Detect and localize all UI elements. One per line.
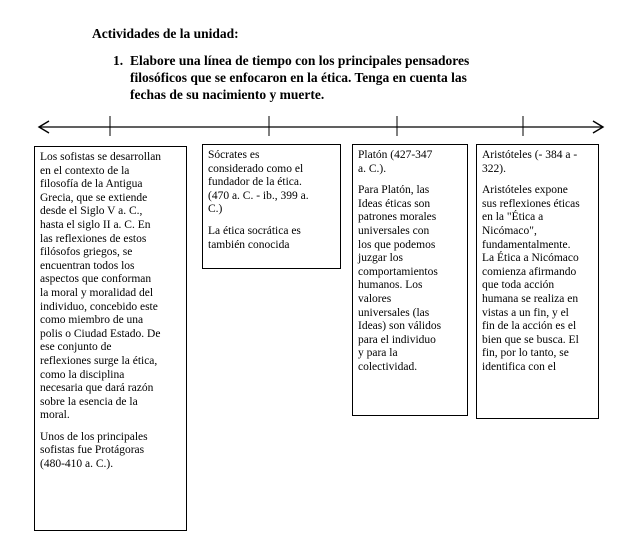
item-line: filosóficos que se enfocaron en la ética. Tenga en cuenta las xyxy=(130,70,467,85)
box-line: los que podemos xyxy=(358,238,436,251)
box-line: (480-410 a. C.). xyxy=(40,458,114,471)
box-line: fin de la acción es el xyxy=(482,320,577,333)
box-paragraph xyxy=(358,184,464,374)
box-line: Ideas) son válidos xyxy=(358,320,442,333)
box-line: Grecia, que se extiende xyxy=(40,191,148,204)
box-paragraph xyxy=(482,184,595,374)
box-line: ese conjunto de xyxy=(40,341,112,354)
box-line: La Ética a Nicómaco xyxy=(482,252,579,265)
box-line: patrones morales xyxy=(358,211,437,224)
box-line: encuentran todos los xyxy=(40,259,135,272)
box-line: individuo, concebido este xyxy=(40,300,158,313)
box-line: juzgar los xyxy=(358,252,404,265)
box-line: colectividad. xyxy=(358,360,418,373)
box-line: necesaria que dará razón xyxy=(40,382,154,395)
platon-box xyxy=(352,144,468,416)
box-line: bien que se busca. El xyxy=(482,333,579,346)
box-line: universales con xyxy=(358,224,430,237)
box-line: fundamentalmente. xyxy=(482,238,571,251)
box-line: vistas a un fin, y el xyxy=(482,306,569,319)
box-line: identifica con el xyxy=(482,360,557,373)
box-line: fundador de la ética. xyxy=(208,176,302,189)
box-line: en el contexto de la xyxy=(40,164,130,177)
box-line: a. C.). xyxy=(358,162,387,175)
box-line: humanos. Los xyxy=(358,279,423,292)
box-paragraph xyxy=(208,225,337,252)
box-line: moral. xyxy=(40,409,70,422)
box-line: filosofía de la Antigua xyxy=(40,178,143,191)
box-paragraph xyxy=(358,149,464,176)
box-line: como la disciplina xyxy=(40,368,125,381)
box-line: considerado como el xyxy=(208,162,304,175)
box-line: C.) xyxy=(208,203,223,216)
item-line: fechas de su nacimiento y muerte. xyxy=(130,87,325,102)
box-line: aspectos que conforman xyxy=(40,273,152,286)
box-line: Platón (427-347 xyxy=(358,149,433,161)
box-line: (470 a. C. - ib., 399 a. xyxy=(208,189,309,202)
box-line: valores xyxy=(358,292,392,305)
box-line: para el individuo xyxy=(358,333,436,346)
box-line: hasta el siglo II a. C. En xyxy=(40,218,151,231)
box-line: polis o Ciudad Estado. De xyxy=(40,327,161,340)
box-line: Unos de los principales xyxy=(40,430,148,443)
box-line: sobre la esencia de la xyxy=(40,395,138,408)
box-line: Para Platón, las xyxy=(358,184,430,197)
socrates-box xyxy=(202,144,341,269)
box-line: La ética socrática es xyxy=(208,224,301,237)
box-line: filósofos griegos, se xyxy=(40,246,133,259)
box-paragraph xyxy=(40,431,183,472)
box-line: fin, por lo tanto, se xyxy=(482,347,569,360)
box-line: sus reflexiones éticas xyxy=(482,197,580,210)
box-line: Aristóteles expone xyxy=(482,184,568,197)
item-number: 1. xyxy=(113,53,124,68)
box-line: Sócrates es xyxy=(208,149,260,161)
box-line: como miembro de una xyxy=(40,314,144,327)
box-line: las reflexiones de estos xyxy=(40,232,147,245)
box-line: Aristóteles (- 384 a - xyxy=(482,149,578,161)
sofistas-box xyxy=(34,146,187,531)
box-line: Los sofistas se desarrollan xyxy=(40,151,162,163)
box-line: reflexiones surge la ética, xyxy=(40,354,158,367)
box-paragraph xyxy=(482,149,595,176)
box-line: desde el Siglo V a. C., xyxy=(40,205,143,218)
box-line: humana se realiza en xyxy=(482,292,579,305)
box-paragraph xyxy=(40,151,183,423)
box-line: comportamientos xyxy=(358,265,438,278)
box-line: universales (las xyxy=(358,306,430,319)
box-line: y para la xyxy=(358,347,398,360)
box-line: la moral y moralidad del xyxy=(40,286,154,299)
box-line: Ideas éticas son xyxy=(358,197,431,210)
box-line: 322). xyxy=(482,162,506,175)
box-line: comienza afirmando xyxy=(482,265,577,278)
activities-heading: Actividades de la unidad: xyxy=(92,26,239,41)
box-line: también conocida xyxy=(208,238,290,251)
box-paragraph xyxy=(208,149,337,217)
box-line: Nicómaco", xyxy=(482,224,537,237)
box-line: que toda acción xyxy=(482,279,555,292)
box-line: en la "Ética a xyxy=(482,211,544,224)
box-line: sofistas fue Protágoras xyxy=(40,444,145,457)
aristoteles-box xyxy=(476,144,599,419)
item-line: Elabore una línea de tiempo con los principales pensadores xyxy=(130,53,470,68)
